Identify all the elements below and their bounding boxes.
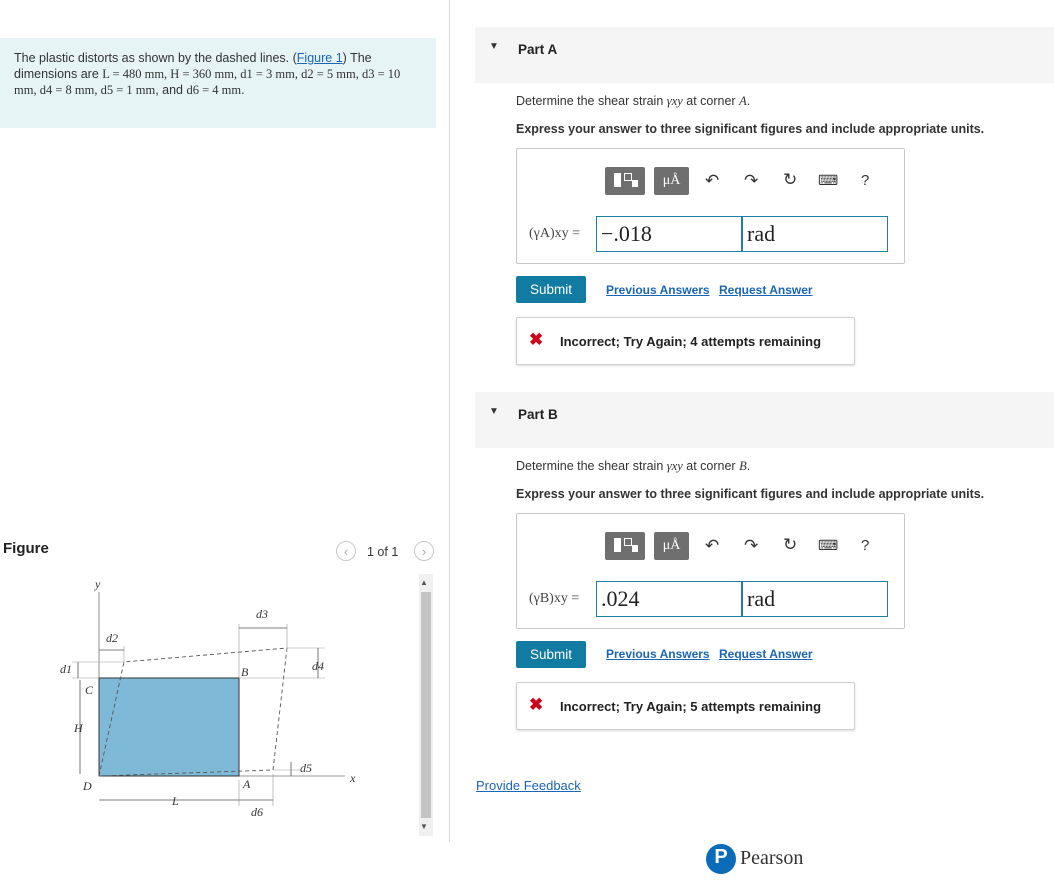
figure-pager-count: 1 of 1 [367, 545, 399, 559]
part-b-answer-box [516, 513, 905, 629]
answer-value-input[interactable]: .024 [596, 581, 742, 617]
dim-d1: d1 = 3 mm, [240, 67, 302, 81]
help-button[interactable]: ? [861, 172, 870, 189]
answer-value-input[interactable]: −.018 [596, 216, 742, 252]
dim-d1-label: d1 [60, 662, 72, 676]
part-a-submit-button[interactable]: Submit [516, 276, 586, 303]
feedback-message: Incorrect; Try Again; 5 attempts remaining [560, 699, 822, 714]
units-button[interactable]: μÅ [654, 532, 689, 560]
prompt-text: . [746, 94, 751, 108]
part-a-previous-answers-link[interactable]: Previous Answers [606, 283, 710, 297]
undo-icon[interactable]: ↶ [705, 171, 720, 190]
figure-diagram [0, 570, 418, 842]
corner-B-label: B [241, 665, 249, 679]
corner-symbol: A [739, 94, 747, 108]
answer-units-input[interactable]: rad [742, 581, 888, 617]
collapse-triangle-icon[interactable]: ▼ [489, 41, 499, 52]
answer-label: (γA)xy = [529, 226, 581, 241]
prompt-text: Determine the shear strain [516, 459, 667, 473]
template-icon[interactable] [605, 167, 645, 195]
dim-H-label: H [74, 721, 83, 735]
dim-d2: d2 = 5 mm, [301, 67, 362, 81]
pearson-brand-text: Pearson [740, 847, 804, 869]
scroll-down-icon[interactable]: ▼ [420, 822, 428, 831]
dim-d5: d5 = 1 mm [100, 83, 156, 97]
feedback-message: Incorrect; Try Again; 4 attempts remaining [560, 334, 822, 349]
part-b-feedback [516, 682, 855, 730]
answer-label: (γB)xy = [529, 591, 580, 606]
dim-L: L = 480 mm, [102, 67, 171, 81]
dim-H: H = 360 mm, [170, 67, 241, 81]
part-a-title: Part A [518, 42, 558, 57]
dim-d2-label: d2 [106, 631, 118, 645]
part-a-feedback [516, 317, 855, 365]
part-a-instructions: Express your answer to three significant figures and include appropriate units. [516, 122, 985, 136]
undo-icon[interactable]: ↶ [705, 536, 720, 555]
dim-d5-label: d5 [300, 761, 312, 775]
redo-icon[interactable]: ↷ [744, 171, 759, 190]
problem-period: . [241, 83, 245, 97]
dim-d6-label: d6 [251, 805, 263, 819]
collapse-triangle-icon[interactable]: ▼ [489, 406, 499, 417]
dim-d4-label: d4 [312, 659, 324, 673]
prompt-text: at corner [682, 94, 740, 108]
shear-strain-symbol: γxy [666, 94, 683, 108]
part-b-instructions: Express your answer to three significant figures and include appropriate units. [516, 487, 985, 501]
problem-intro: The plastic distorts as shown by the dashed lines. ( [14, 51, 297, 65]
part-b-header[interactable] [475, 392, 1054, 448]
dim-d3: d3 = 10 mm, [14, 67, 401, 97]
scrollbar-thumb[interactable] [421, 592, 431, 818]
dim-d4: d4 = 8 mm, [39, 83, 101, 97]
figure-header: Figure [3, 540, 49, 557]
problem-statement [0, 38, 436, 128]
help-button[interactable]: ? [861, 537, 870, 554]
corner-C-label: C [85, 683, 94, 697]
prompt-text: at corner [682, 459, 740, 473]
keyboard-icon[interactable]: ⌨ [818, 537, 839, 553]
figure-link[interactable]: Figure 1 [296, 51, 343, 65]
part-a-answer-box [516, 148, 905, 264]
part-b-request-answer-link[interactable]: Request Answer [719, 647, 813, 661]
part-b-title: Part B [518, 407, 558, 422]
reset-icon[interactable]: ↻ [783, 170, 798, 189]
dim-d3-label: d3 [256, 607, 268, 621]
pane-divider [449, 0, 450, 842]
part-b-submit-button[interactable]: Submit [516, 641, 586, 668]
scroll-up-icon[interactable]: ▲ [420, 578, 428, 587]
template-icon[interactable] [605, 532, 645, 560]
prev-figure-button[interactable] [336, 541, 356, 561]
answer-units-input[interactable]: rad [742, 216, 888, 252]
dim-L-label: L [172, 794, 179, 808]
problem-and: , and [155, 83, 187, 97]
error-x-icon: ✖ [529, 695, 544, 714]
corner-D-label: D [83, 779, 92, 793]
part-a-request-answer-link[interactable]: Request Answer [719, 283, 813, 297]
keyboard-icon[interactable]: ⌨ [818, 172, 839, 188]
part-a-prompt [516, 94, 750, 109]
redo-icon[interactable]: ↷ [744, 536, 759, 555]
units-button[interactable]: μÅ [654, 167, 689, 195]
next-figure-button[interactable] [414, 541, 434, 561]
pearson-logo-letter: P [714, 846, 728, 868]
dim-d6: d6 = 4 mm [186, 83, 242, 97]
part-b-previous-answers-link[interactable]: Previous Answers [606, 647, 710, 661]
plate [99, 678, 239, 776]
problem-after-link: ) The dimensions are [14, 51, 372, 81]
chevron-left-icon: ‹ [343, 544, 349, 559]
shear-strain-symbol: γxy [666, 459, 683, 473]
prompt-text: Determine the shear strain [516, 94, 667, 108]
reset-icon[interactable]: ↻ [783, 535, 798, 554]
pearson-logo-icon [706, 844, 736, 874]
part-b-prompt [516, 459, 750, 474]
provide-feedback-link[interactable]: Provide Feedback [476, 778, 581, 793]
prompt-text: . [746, 459, 751, 473]
part-a-header[interactable] [475, 27, 1054, 83]
corner-A-label: A [243, 777, 251, 791]
error-x-icon: ✖ [529, 330, 544, 349]
x-axis-label: x [350, 771, 356, 785]
corner-symbol: B [739, 459, 747, 473]
chevron-right-icon: › [421, 544, 427, 559]
y-axis-label: y [95, 577, 101, 591]
